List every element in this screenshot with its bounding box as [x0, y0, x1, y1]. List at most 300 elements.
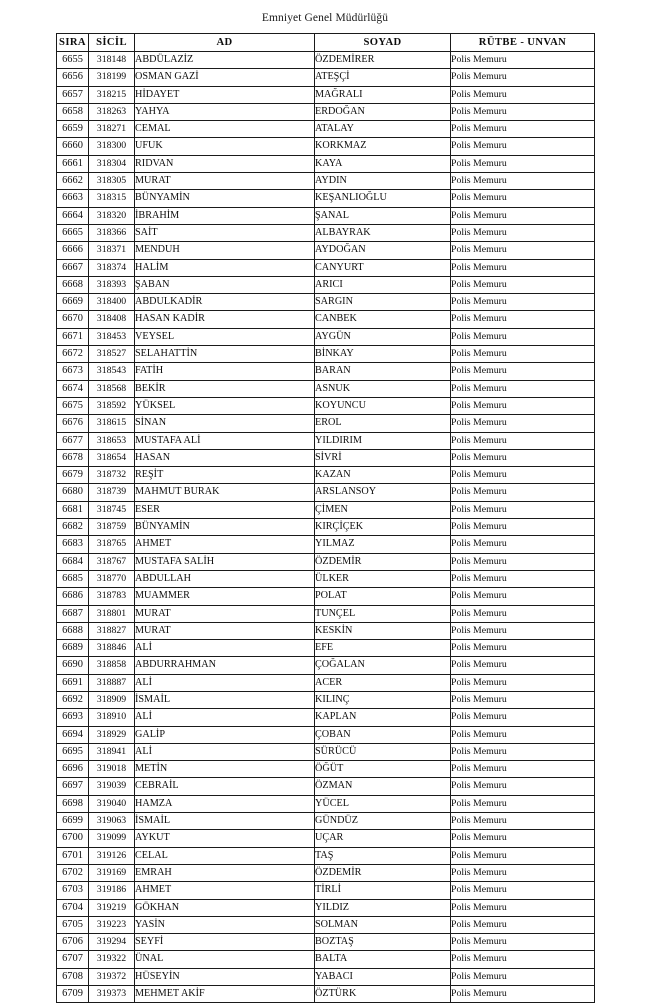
- cell-rutbe: Polis Memuru: [451, 795, 595, 812]
- table-row: [57, 951, 595, 968]
- cell-ad: GALİP: [135, 726, 315, 743]
- cell-sira: 6674: [57, 380, 89, 397]
- cell-sicil: 319063: [89, 813, 135, 830]
- cell-sira: 6682: [57, 519, 89, 536]
- cell-ad: EMRAH: [135, 864, 315, 881]
- cell-ad: MUAMMER: [135, 588, 315, 605]
- cell-sicil: 319294: [89, 934, 135, 951]
- cell-sicil: 319186: [89, 882, 135, 899]
- cell-sicil: 319223: [89, 916, 135, 933]
- cell-sira: 6672: [57, 346, 89, 363]
- cell-rutbe: Polis Memuru: [451, 173, 595, 190]
- cell-soyad: ARICI: [315, 276, 451, 293]
- table-row: [57, 570, 595, 587]
- cell-rutbe: Polis Memuru: [451, 138, 595, 155]
- cell-ad: METİN: [135, 761, 315, 778]
- cell-sira: 6683: [57, 536, 89, 553]
- cell-sira: 6704: [57, 899, 89, 916]
- cell-sira: 6668: [57, 276, 89, 293]
- cell-soyad: KAZAN: [315, 467, 451, 484]
- cell-rutbe: Polis Memuru: [451, 415, 595, 432]
- cell-rutbe: Polis Memuru: [451, 432, 595, 449]
- cell-sira: 6705: [57, 916, 89, 933]
- cell-ad: AHMET: [135, 536, 315, 553]
- table-row: [57, 311, 595, 328]
- table-row: [57, 432, 595, 449]
- table-row: [57, 207, 595, 224]
- cell-ad: FATİH: [135, 363, 315, 380]
- cell-rutbe: Polis Memuru: [451, 397, 595, 414]
- cell-ad: YAHYA: [135, 103, 315, 120]
- table-row: [57, 155, 595, 172]
- cell-rutbe: Polis Memuru: [451, 899, 595, 916]
- table-row: [57, 415, 595, 432]
- cell-ad: ABDULKADİR: [135, 294, 315, 311]
- cell-sira: 6692: [57, 691, 89, 708]
- table-row: [57, 674, 595, 691]
- cell-sicil: 318745: [89, 501, 135, 518]
- cell-soyad: KESKİN: [315, 622, 451, 639]
- personnel-roster-table: [56, 33, 595, 1003]
- cell-rutbe: Polis Memuru: [451, 709, 595, 726]
- cell-rutbe: Polis Memuru: [451, 588, 595, 605]
- cell-ad: HİDAYET: [135, 86, 315, 103]
- cell-sicil: 318393: [89, 276, 135, 293]
- cell-sicil: 318858: [89, 657, 135, 674]
- table-body: [57, 52, 595, 1003]
- cell-sicil: 318887: [89, 674, 135, 691]
- cell-ad: ALİ: [135, 709, 315, 726]
- cell-soyad: ÖZDEMİRER: [315, 52, 451, 69]
- table-row: [57, 986, 595, 1003]
- column-header-rutbe: RÜTBE - UNVAN: [451, 34, 595, 52]
- cell-sicil: 318300: [89, 138, 135, 155]
- cell-ad: VEYSEL: [135, 328, 315, 345]
- cell-rutbe: Polis Memuru: [451, 121, 595, 138]
- cell-ad: AYKUT: [135, 830, 315, 847]
- cell-sira: 6700: [57, 830, 89, 847]
- cell-ad: MUSTAFA ALİ: [135, 432, 315, 449]
- cell-sicil: 319040: [89, 795, 135, 812]
- cell-soyad: KILINÇ: [315, 691, 451, 708]
- table-row: [57, 726, 595, 743]
- cell-soyad: AYDOĞAN: [315, 242, 451, 259]
- cell-rutbe: Polis Memuru: [451, 259, 595, 276]
- cell-sicil: 318305: [89, 173, 135, 190]
- cell-sira: 6676: [57, 415, 89, 432]
- cell-rutbe: Polis Memuru: [451, 934, 595, 951]
- cell-sicil: 318827: [89, 622, 135, 639]
- cell-rutbe: Polis Memuru: [451, 449, 595, 466]
- cell-ad: GÖKHAN: [135, 899, 315, 916]
- cell-soyad: ATEŞÇİ: [315, 69, 451, 86]
- table-row: [57, 86, 595, 103]
- table-row: [57, 363, 595, 380]
- table-row: [57, 588, 595, 605]
- cell-soyad: KEŞANLIOĞLU: [315, 190, 451, 207]
- cell-ad: BEKİR: [135, 380, 315, 397]
- cell-sira: 6661: [57, 155, 89, 172]
- cell-rutbe: Polis Memuru: [451, 519, 595, 536]
- cell-rutbe: Polis Memuru: [451, 951, 595, 968]
- cell-sira: 6687: [57, 605, 89, 622]
- cell-ad: MAHMUT BURAK: [135, 484, 315, 501]
- cell-rutbe: Polis Memuru: [451, 743, 595, 760]
- cell-sira: 6695: [57, 743, 89, 760]
- cell-sira: 6669: [57, 294, 89, 311]
- cell-sicil: 318765: [89, 536, 135, 553]
- cell-sira: 6701: [57, 847, 89, 864]
- cell-soyad: CANYURT: [315, 259, 451, 276]
- cell-ad: BÜNYAMİN: [135, 519, 315, 536]
- cell-soyad: AYDIN: [315, 173, 451, 190]
- cell-rutbe: Polis Memuru: [451, 605, 595, 622]
- cell-ad: İSMAİL: [135, 813, 315, 830]
- cell-rutbe: Polis Memuru: [451, 52, 595, 69]
- cell-sira: 6702: [57, 864, 89, 881]
- table-row: [57, 121, 595, 138]
- cell-rutbe: Polis Memuru: [451, 882, 595, 899]
- cell-rutbe: Polis Memuru: [451, 570, 595, 587]
- cell-sira: 6678: [57, 449, 89, 466]
- cell-sira: 6685: [57, 570, 89, 587]
- cell-sira: 6656: [57, 69, 89, 86]
- cell-sicil: 318366: [89, 224, 135, 241]
- table-row: [57, 743, 595, 760]
- table-header-row: [57, 34, 595, 52]
- cell-soyad: ATALAY: [315, 121, 451, 138]
- cell-sicil: 318263: [89, 103, 135, 120]
- cell-ad: MURAT: [135, 173, 315, 190]
- cell-ad: ABDURRAHMAN: [135, 657, 315, 674]
- cell-rutbe: Polis Memuru: [451, 657, 595, 674]
- cell-sira: 6680: [57, 484, 89, 501]
- table-row: [57, 346, 595, 363]
- table-row: [57, 657, 595, 674]
- table-row: [57, 449, 595, 466]
- cell-rutbe: Polis Memuru: [451, 726, 595, 743]
- cell-ad: BÜNYAMİN: [135, 190, 315, 207]
- cell-ad: CEBRAİL: [135, 778, 315, 795]
- table-row: [57, 276, 595, 293]
- cell-soyad: UÇAR: [315, 830, 451, 847]
- cell-soyad: KOYUNCU: [315, 397, 451, 414]
- table-row: [57, 224, 595, 241]
- cell-soyad: ACER: [315, 674, 451, 691]
- cell-sira: 6707: [57, 951, 89, 968]
- cell-rutbe: Polis Memuru: [451, 778, 595, 795]
- cell-sicil: 318739: [89, 484, 135, 501]
- cell-ad: CEMAL: [135, 121, 315, 138]
- cell-soyad: ASNUK: [315, 380, 451, 397]
- cell-sira: 6688: [57, 622, 89, 639]
- cell-sicil: 318148: [89, 52, 135, 69]
- cell-soyad: CANBEK: [315, 311, 451, 328]
- table-row: [57, 847, 595, 864]
- cell-sira: 6689: [57, 640, 89, 657]
- cell-soyad: KAYA: [315, 155, 451, 172]
- cell-sicil: 318910: [89, 709, 135, 726]
- cell-ad: SAİT: [135, 224, 315, 241]
- table-row: [57, 899, 595, 916]
- cell-rutbe: Polis Memuru: [451, 155, 595, 172]
- cell-rutbe: Polis Memuru: [451, 986, 595, 1003]
- cell-ad: ESER: [135, 501, 315, 518]
- cell-rutbe: Polis Memuru: [451, 276, 595, 293]
- cell-sicil: 318767: [89, 553, 135, 570]
- cell-ad: MURAT: [135, 605, 315, 622]
- cell-rutbe: Polis Memuru: [451, 328, 595, 345]
- cell-sicil: 318801: [89, 605, 135, 622]
- cell-soyad: TİRLİ: [315, 882, 451, 899]
- cell-sicil: 319039: [89, 778, 135, 795]
- cell-soyad: KAPLAN: [315, 709, 451, 726]
- cell-soyad: BİNKAY: [315, 346, 451, 363]
- cell-rutbe: Polis Memuru: [451, 830, 595, 847]
- column-header-soyad: SOYAD: [315, 34, 451, 52]
- table-row: [57, 484, 595, 501]
- cell-rutbe: Polis Memuru: [451, 847, 595, 864]
- table-row: [57, 813, 595, 830]
- cell-rutbe: Polis Memuru: [451, 380, 595, 397]
- cell-ad: SEYFİ: [135, 934, 315, 951]
- cell-soyad: MAĞRALI: [315, 86, 451, 103]
- table-row: [57, 397, 595, 414]
- cell-rutbe: Polis Memuru: [451, 916, 595, 933]
- table-row: [57, 553, 595, 570]
- cell-soyad: BOZTAŞ: [315, 934, 451, 951]
- cell-sicil: 319372: [89, 968, 135, 985]
- cell-rutbe: Polis Memuru: [451, 674, 595, 691]
- cell-sicil: 319322: [89, 951, 135, 968]
- column-header-sira: SIRA: [57, 34, 89, 52]
- cell-soyad: YILMAZ: [315, 536, 451, 553]
- table-row: [57, 761, 595, 778]
- cell-ad: CELAL: [135, 847, 315, 864]
- cell-sira: 6659: [57, 121, 89, 138]
- cell-sicil: 318654: [89, 449, 135, 466]
- cell-sira: 6658: [57, 103, 89, 120]
- cell-soyad: EROL: [315, 415, 451, 432]
- cell-sicil: 318453: [89, 328, 135, 345]
- cell-ad: HALİM: [135, 259, 315, 276]
- cell-ad: ALİ: [135, 743, 315, 760]
- cell-sicil: 318653: [89, 432, 135, 449]
- table-row: [57, 640, 595, 657]
- cell-sicil: 318929: [89, 726, 135, 743]
- cell-ad: HASAN: [135, 449, 315, 466]
- cell-sicil: 318615: [89, 415, 135, 432]
- cell-sira: 6679: [57, 467, 89, 484]
- table-row: [57, 380, 595, 397]
- table-row: [57, 519, 595, 536]
- cell-ad: İSMAİL: [135, 691, 315, 708]
- cell-sicil: 318527: [89, 346, 135, 363]
- cell-ad: SİNAN: [135, 415, 315, 432]
- cell-soyad: SÜRÜCÜ: [315, 743, 451, 760]
- cell-sira: 6708: [57, 968, 89, 985]
- cell-rutbe: Polis Memuru: [451, 363, 595, 380]
- table-row: [57, 605, 595, 622]
- cell-ad: HAMZA: [135, 795, 315, 812]
- table-row: [57, 778, 595, 795]
- cell-soyad: EFE: [315, 640, 451, 657]
- table-row: [57, 69, 595, 86]
- cell-rutbe: Polis Memuru: [451, 311, 595, 328]
- cell-ad: MURAT: [135, 622, 315, 639]
- cell-sira: 6655: [57, 52, 89, 69]
- cell-sicil: 318215: [89, 86, 135, 103]
- cell-sira: 6675: [57, 397, 89, 414]
- table-row: [57, 622, 595, 639]
- cell-sicil: 318846: [89, 640, 135, 657]
- cell-sicil: 318543: [89, 363, 135, 380]
- cell-rutbe: Polis Memuru: [451, 864, 595, 881]
- cell-sicil: 318732: [89, 467, 135, 484]
- cell-sira: 6670: [57, 311, 89, 328]
- cell-sira: 6690: [57, 657, 89, 674]
- cell-soyad: ÇOĞALAN: [315, 657, 451, 674]
- table-row: [57, 916, 595, 933]
- cell-rutbe: Polis Memuru: [451, 501, 595, 518]
- table-row: [57, 709, 595, 726]
- cell-sira: 6681: [57, 501, 89, 518]
- cell-sicil: 319099: [89, 830, 135, 847]
- cell-sira: 6693: [57, 709, 89, 726]
- cell-ad: ALİ: [135, 640, 315, 657]
- cell-ad: MENDUH: [135, 242, 315, 259]
- cell-ad: HÜSEYİN: [135, 968, 315, 985]
- cell-sira: 6663: [57, 190, 89, 207]
- cell-rutbe: Polis Memuru: [451, 622, 595, 639]
- cell-soyad: ÖZMAN: [315, 778, 451, 795]
- cell-soyad: ÖZDEMİR: [315, 553, 451, 570]
- cell-sicil: 318759: [89, 519, 135, 536]
- cell-soyad: ÖĞÜT: [315, 761, 451, 778]
- cell-sicil: 318304: [89, 155, 135, 172]
- cell-rutbe: Polis Memuru: [451, 467, 595, 484]
- cell-sicil: 318568: [89, 380, 135, 397]
- cell-rutbe: Polis Memuru: [451, 346, 595, 363]
- cell-sira: 6706: [57, 934, 89, 951]
- cell-ad: AHMET: [135, 882, 315, 899]
- cell-sicil: 318592: [89, 397, 135, 414]
- cell-soyad: YÜCEL: [315, 795, 451, 812]
- cell-sicil: 318271: [89, 121, 135, 138]
- cell-sicil: 319219: [89, 899, 135, 916]
- cell-sira: 6691: [57, 674, 89, 691]
- cell-rutbe: Polis Memuru: [451, 968, 595, 985]
- cell-rutbe: Polis Memuru: [451, 207, 595, 224]
- column-header-ad: AD: [135, 34, 315, 52]
- table-row: [57, 52, 595, 69]
- table-row: [57, 328, 595, 345]
- cell-soyad: SİVRİ: [315, 449, 451, 466]
- cell-soyad: TAŞ: [315, 847, 451, 864]
- cell-sira: 6709: [57, 986, 89, 1003]
- cell-soyad: ÜLKER: [315, 570, 451, 587]
- table-row: [57, 830, 595, 847]
- cell-rutbe: Polis Memuru: [451, 69, 595, 86]
- cell-ad: MUSTAFA SALİH: [135, 553, 315, 570]
- cell-rutbe: Polis Memuru: [451, 553, 595, 570]
- cell-sira: 6694: [57, 726, 89, 743]
- cell-soyad: KIRÇİÇEK: [315, 519, 451, 536]
- cell-soyad: ALBAYRAK: [315, 224, 451, 241]
- page-title: Emniyet Genel Müdürlüğü: [261, 12, 389, 24]
- cell-soyad: BALTA: [315, 951, 451, 968]
- cell-rutbe: Polis Memuru: [451, 242, 595, 259]
- cell-ad: İBRAHİM: [135, 207, 315, 224]
- cell-rutbe: Polis Memuru: [451, 536, 595, 553]
- cell-ad: YÜKSEL: [135, 397, 315, 414]
- cell-sira: 6671: [57, 328, 89, 345]
- cell-sira: 6665: [57, 224, 89, 241]
- cell-sicil: 318783: [89, 588, 135, 605]
- cell-sicil: 319169: [89, 864, 135, 881]
- cell-ad: ŞABAN: [135, 276, 315, 293]
- cell-rutbe: Polis Memuru: [451, 224, 595, 241]
- table-row: [57, 501, 595, 518]
- cell-sicil: 318374: [89, 259, 135, 276]
- cell-sira: 6703: [57, 882, 89, 899]
- cell-ad: YASİN: [135, 916, 315, 933]
- table-row: [57, 934, 595, 951]
- table-row: [57, 173, 595, 190]
- cell-sira: 6686: [57, 588, 89, 605]
- cell-ad: ALİ: [135, 674, 315, 691]
- table-row: [57, 138, 595, 155]
- cell-soyad: ŞANAL: [315, 207, 451, 224]
- cell-sicil: 318400: [89, 294, 135, 311]
- cell-ad: REŞİT: [135, 467, 315, 484]
- cell-soyad: GÜNDÜZ: [315, 813, 451, 830]
- table-row: [57, 242, 595, 259]
- cell-soyad: YILDIZ: [315, 899, 451, 916]
- cell-soyad: SARGIN: [315, 294, 451, 311]
- table-row: [57, 882, 595, 899]
- cell-sira: 6697: [57, 778, 89, 795]
- table-row: [57, 536, 595, 553]
- cell-soyad: ÖZTÜRK: [315, 986, 451, 1003]
- cell-rutbe: Polis Memuru: [451, 813, 595, 830]
- table-row: [57, 103, 595, 120]
- cell-ad: RIDVAN: [135, 155, 315, 172]
- cell-rutbe: Polis Memuru: [451, 86, 595, 103]
- table-row: [57, 190, 595, 207]
- cell-soyad: ARSLANSOY: [315, 484, 451, 501]
- cell-sira: 6696: [57, 761, 89, 778]
- cell-sira: 6667: [57, 259, 89, 276]
- cell-sira: 6698: [57, 795, 89, 812]
- cell-sira: 6673: [57, 363, 89, 380]
- cell-sicil: 318909: [89, 691, 135, 708]
- column-header-sicil: SİCİL: [89, 34, 135, 52]
- cell-ad: MEHMET AKİF: [135, 986, 315, 1003]
- cell-soyad: ÖZDEMİR: [315, 864, 451, 881]
- cell-sira: 6677: [57, 432, 89, 449]
- cell-soyad: AYGÜN: [315, 328, 451, 345]
- cell-sira: 6699: [57, 813, 89, 830]
- cell-rutbe: Polis Memuru: [451, 691, 595, 708]
- cell-ad: HASAN KADİR: [135, 311, 315, 328]
- cell-rutbe: Polis Memuru: [451, 190, 595, 207]
- cell-ad: ABDULLAH: [135, 570, 315, 587]
- cell-rutbe: Polis Memuru: [451, 640, 595, 657]
- cell-soyad: YABACI: [315, 968, 451, 985]
- cell-sicil: 318320: [89, 207, 135, 224]
- cell-ad: ABDÜLAZİZ: [135, 52, 315, 69]
